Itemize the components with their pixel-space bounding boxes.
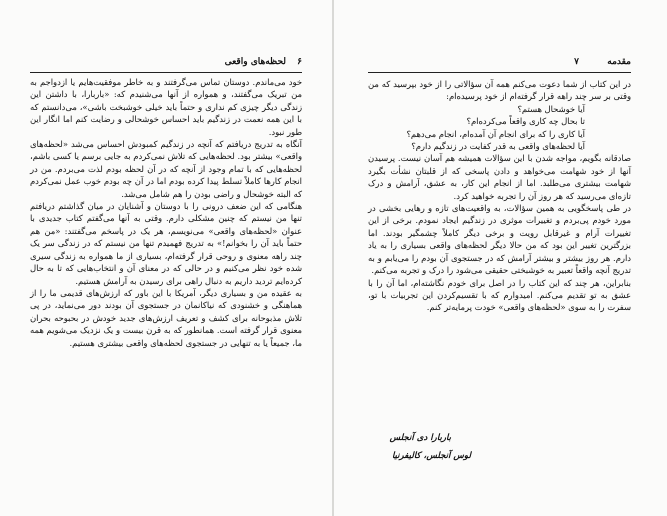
question-line: تا بحال چه کاری واقعاً می‌کرده‌ام؟ (466, 116, 585, 127)
right-page-header (368, 57, 631, 71)
right-page-body (368, 78, 631, 314)
right-page (334, 0, 667, 516)
signature-author: باربارا دی آنجلس (389, 433, 451, 443)
question-line: آیا لحظه‌های واقعی به قدر کفایت در زندگیم دارم؟ (411, 141, 585, 152)
header-rule (368, 72, 631, 73)
left-page-header (30, 57, 302, 71)
paragraph: صادقانه بگویم، مواجه شدن با این سؤالات همیشه هم آسان نیست. پرسیدن آنها از خود شهامت می‌خواهد و دادن پاسخی که از قلبتان نشأت بگیرد شهامت بیشتری می‌طلبد. اما از انجام این کار، به عشق، آرامش و درک تازه‌ای می‌رسید که هر روز آن را تجربه خواهید کرد. (368, 153, 631, 201)
page-number: ۶ (297, 57, 302, 67)
running-title: مقدمه (607, 57, 631, 67)
signature-location: لوس آنجلس، کالیفرنیا (391, 451, 471, 461)
paragraph: آنگاه به تدریج دریافتم که آنچه در زندگیم کمبودش احساس می‌شد «لحظه‌های واقعی» بیشتر بود. لحظه‌هایی که تلاش نمی‌کردم به جایی برسم یا کسی باشم، لحظه‌هایی که با تمام وجود از آنچه که در آن لحظه بودم لذت می‌بردم. من در انجام کارها کاملاً تسلط پیدا کرده بودم اما در آن چه بودم خوب عمل نمی‌کردم که البته خوشحال و راضی بودن را هم شامل می‌شد. (30, 139, 302, 199)
page-number: ۷ (574, 57, 579, 67)
running-title: لحظه‌های واقعی (224, 57, 286, 67)
paragraph: در طی پاسخگویی به همین سؤالات، به واقعیت‌های تازه و رهایی بخشی در مورد خودم پی‌بردم و تغییرات موثری در زندگیم ایجاد نمودم. برخی از این تغییرات آرام و غیرقابل رویت و برخی دیگر کاملاً چشمگیر بودند. اما بزرگترین تغییر این بود که من حالا دیگر لحظه‌های واقعی بسیاری را به یاد دارم. هر روز بیشتر و بیشتر آرامش که در جستجوی آن بودم را می‌یابم و به تدریج آنچه واقعاً تعبیر به خوشبختی حقیقی می‌شود را درک و تجربه می‌کنم. (368, 203, 631, 276)
paragraph: بنابراین، هر چند که این کتاب را در اصل برای خودم نگاشته‌ام، اما آن را با عشق به تو تقدیم می‌کنم. امیدوارم که با تقسیم‌کردن این تجربیات با تو، سفرت را به سوی «لحظه‌های واقعی» خودت پرمایه‌تر کنم. (368, 277, 631, 313)
paragraph: در این کتاب از شما دعوت می‌کنم همه آن سؤالاتی را از خود بپرسید که من وقتی بر سر چند راهه قرار گرفته‌ام از خود پرسیده‌ام: (368, 79, 631, 102)
paragraph: خود می‌ماندم. دوستان تماس می‌گرفتند و به خاطر موفقیت‌هایم یا ازدواجم به من تبریک می‌گفتند، و همواره از آنها می‌شنیدم که: «باربارا، با داشتن این زندگی دیگر چیزی کم نداری و حتماً باید خیلی خوشبخت باشی»، می‌دانستم که با این همه نعمت در زندگیم باید احساس خوشحالی و رضایت کنم اما انگار این طور نبود. (30, 77, 302, 137)
question-line: آیا خوشحال هستم؟ (517, 103, 585, 114)
question-line: آیا کاری را که برای انجام آن آمده‌ام، انجام می‌دهم؟ (406, 128, 585, 139)
paragraph: هنگامی که این ضعف درونی را با دوستان و آشنایان در میان گذاشتم دریافتم تنها من نیستم که چنین مشکلی دارم. وقتی به آنها می‌گفتم کتاب جدیدی با عنوان «لحظه‌های واقعی» می‌نویسم، هر یک در پاسخم می‌گفتند: «من هم حتماً باید آن را بخوانم!» به تدریج فهمیدم تنها من نیستم که در زندگی سر یک چند راهه معنوی و روحی قرار گرفته‌ام، بسیاری از ما همواره به زندگی سیری شده خود نظر می‌کنیم و در حالی که در معنای آن و انتخاب‌هایی که تا به حال کرده‌ایم تردید داریم به دنبال راهی برای رسیدن به آرامش هستیم. (30, 201, 302, 286)
left-page-body (30, 76, 302, 349)
header-rule (30, 72, 302, 73)
paragraph: به عقیده من و بسیاری دیگر، آمریکا با این باور که ارزش‌های قدیمی ما را از هماهنگی و خشنودی که نیاکانمان در جستجوی آن بودند دور می‌نماید، در پی تلاش مذبوحانه برای کشف و تعریف ارزش‌های جدید خودش در بحبوحه بحران معنوی قرار گرفته است. همانطور که به قرن بیست و یک نزدیک می‌شویم همه ما، جمیعاً یا به تنهایی در جستجوی لحظه‌های واقعی بیشتری هستیم. (30, 287, 302, 348)
left-page (0, 0, 332, 516)
